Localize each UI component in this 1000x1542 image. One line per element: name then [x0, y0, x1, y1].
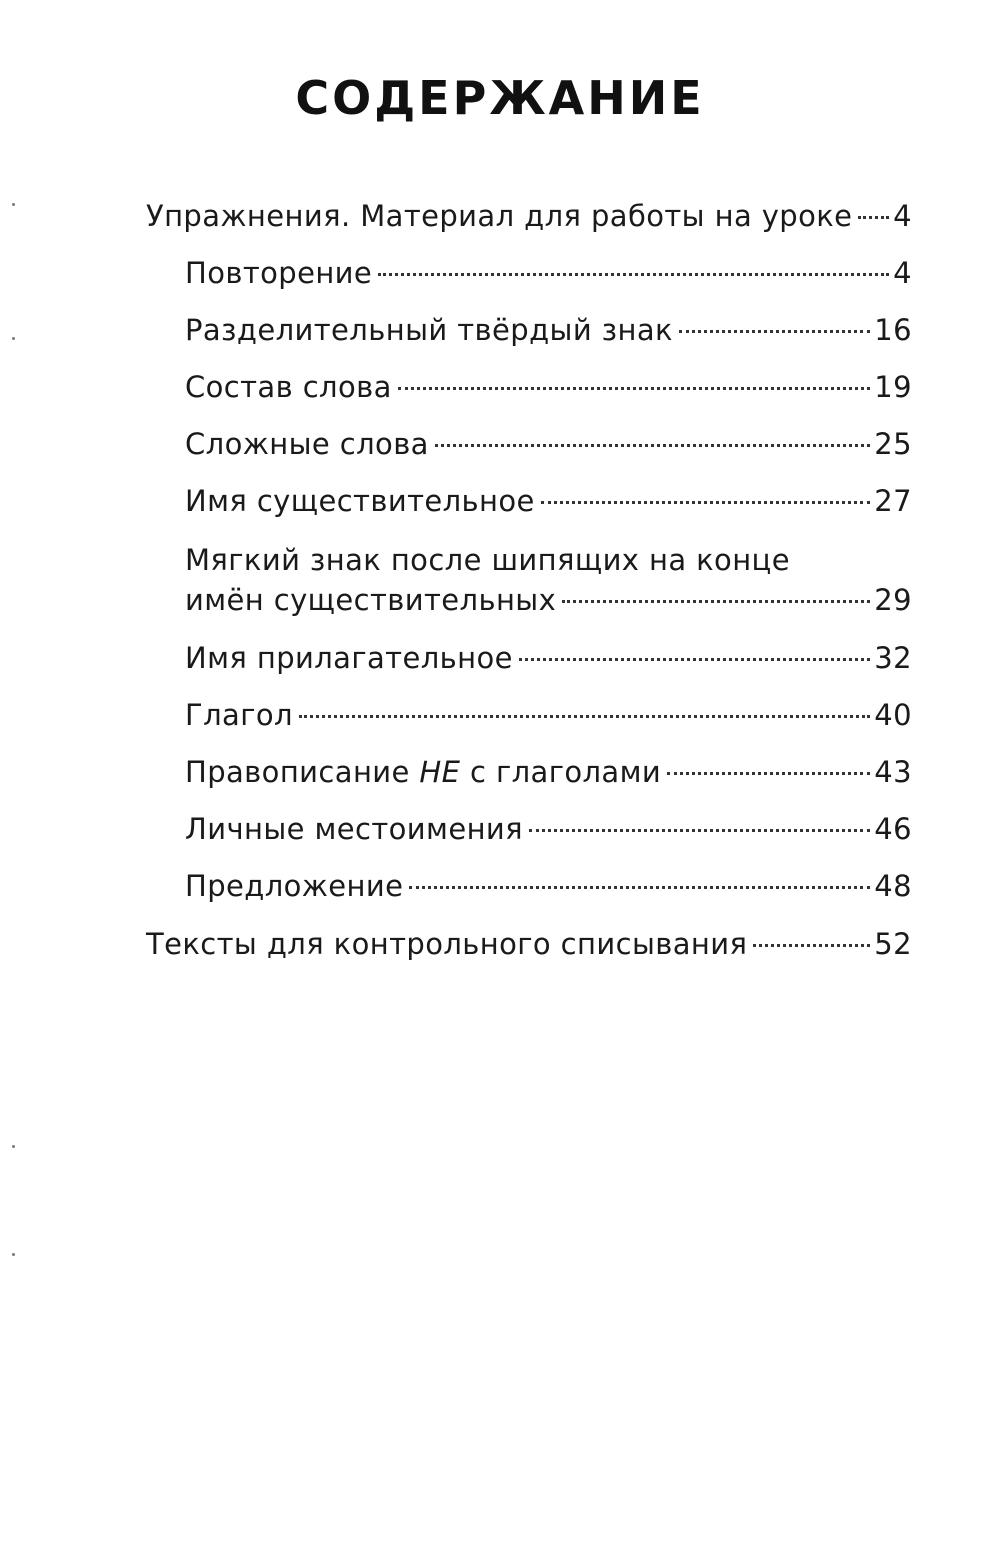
- toc-entry-page: 4: [893, 256, 912, 290]
- dot-leader: [858, 216, 889, 219]
- toc-entry-page: 43: [874, 755, 912, 789]
- toc-entry-label: Имя существительное: [185, 484, 535, 518]
- toc-entry-hard-sign[interactable]: [185, 310, 912, 350]
- toc-entry-label-line1: Мягкий знак после шипящих на конце: [185, 543, 790, 577]
- dot-leader: [679, 330, 870, 333]
- toc-entry-word-structure[interactable]: [185, 367, 912, 407]
- toc-entry-label: [185, 752, 661, 792]
- toc-entry-label: Глагол: [185, 698, 293, 732]
- scan-speck: [12, 337, 15, 340]
- toc-entry-line2: [185, 580, 912, 620]
- toc-entry-adjective[interactable]: [185, 638, 912, 678]
- dot-leader: [562, 600, 870, 603]
- toc-entry-label: Личные местоимения: [185, 812, 524, 846]
- toc-entry-label: Упражнения. Материал для работы на уроке: [146, 199, 853, 233]
- toc-entry-label-italic: НЕ: [419, 755, 461, 789]
- dot-leader: [667, 772, 870, 775]
- toc-entry-page: 40: [874, 698, 912, 732]
- toc-entry-copy-texts[interactable]: [146, 924, 912, 964]
- toc-entry-label: Повторение: [185, 256, 373, 290]
- toc-entry-label: Сложные слова: [185, 427, 429, 461]
- toc-entry-page: 52: [874, 927, 912, 961]
- toc-entry-verb[interactable]: [185, 695, 912, 735]
- toc-entry-personal-pronouns[interactable]: [185, 809, 912, 849]
- toc-entry-sentence[interactable]: [185, 866, 912, 906]
- toc-entry-label: Состав слова: [185, 370, 392, 404]
- toc-entry-label: Предложение: [185, 869, 404, 903]
- toc-entry-page: 4: [893, 199, 912, 233]
- toc-entry-page: 27: [874, 484, 912, 518]
- toc-entry-label-after: с глаголами: [469, 755, 662, 789]
- toc-entry-compound-words[interactable]: [185, 424, 912, 464]
- toc-entry-repetition[interactable]: [185, 253, 912, 293]
- dot-leader: [435, 444, 870, 447]
- dot-leader: [398, 387, 871, 390]
- dot-leader: [753, 944, 870, 947]
- dot-leader: [378, 273, 889, 276]
- toc-entry-page: 19: [874, 370, 912, 404]
- scan-speck: [12, 1145, 15, 1148]
- toc-entry-label-before: Правописание: [185, 755, 410, 789]
- toc-entry-label: Разделительный твёрдый знак: [185, 313, 673, 347]
- toc-entry-page: 32: [874, 641, 912, 675]
- toc-entry-page: 16: [874, 313, 912, 347]
- dot-leader: [541, 501, 871, 504]
- scan-speck: [12, 203, 15, 206]
- toc-entry-exercises[interactable]: [146, 196, 912, 236]
- dot-leader: [409, 886, 870, 889]
- toc-entry-page: 29: [874, 583, 912, 617]
- toc-entry-ne-with-verbs[interactable]: [185, 752, 912, 792]
- toc-entry-noun[interactable]: [185, 481, 912, 521]
- scan-speck: [12, 1253, 15, 1256]
- dot-leader: [529, 829, 870, 832]
- toc-entry-page: 48: [874, 869, 912, 903]
- dot-leader: [519, 658, 870, 661]
- toc-entry-label: Тексты для контрольного списывания: [146, 927, 748, 961]
- toc-entry-label: Имя прилагательное: [185, 641, 513, 675]
- toc-entry-page: 46: [874, 812, 912, 846]
- toc-entry-label-line2: имён существительных: [185, 583, 557, 617]
- toc-entry-page: 25: [874, 427, 912, 461]
- page-title: СОДЕРЖАНИЕ: [295, 71, 705, 125]
- dot-leader: [299, 715, 870, 718]
